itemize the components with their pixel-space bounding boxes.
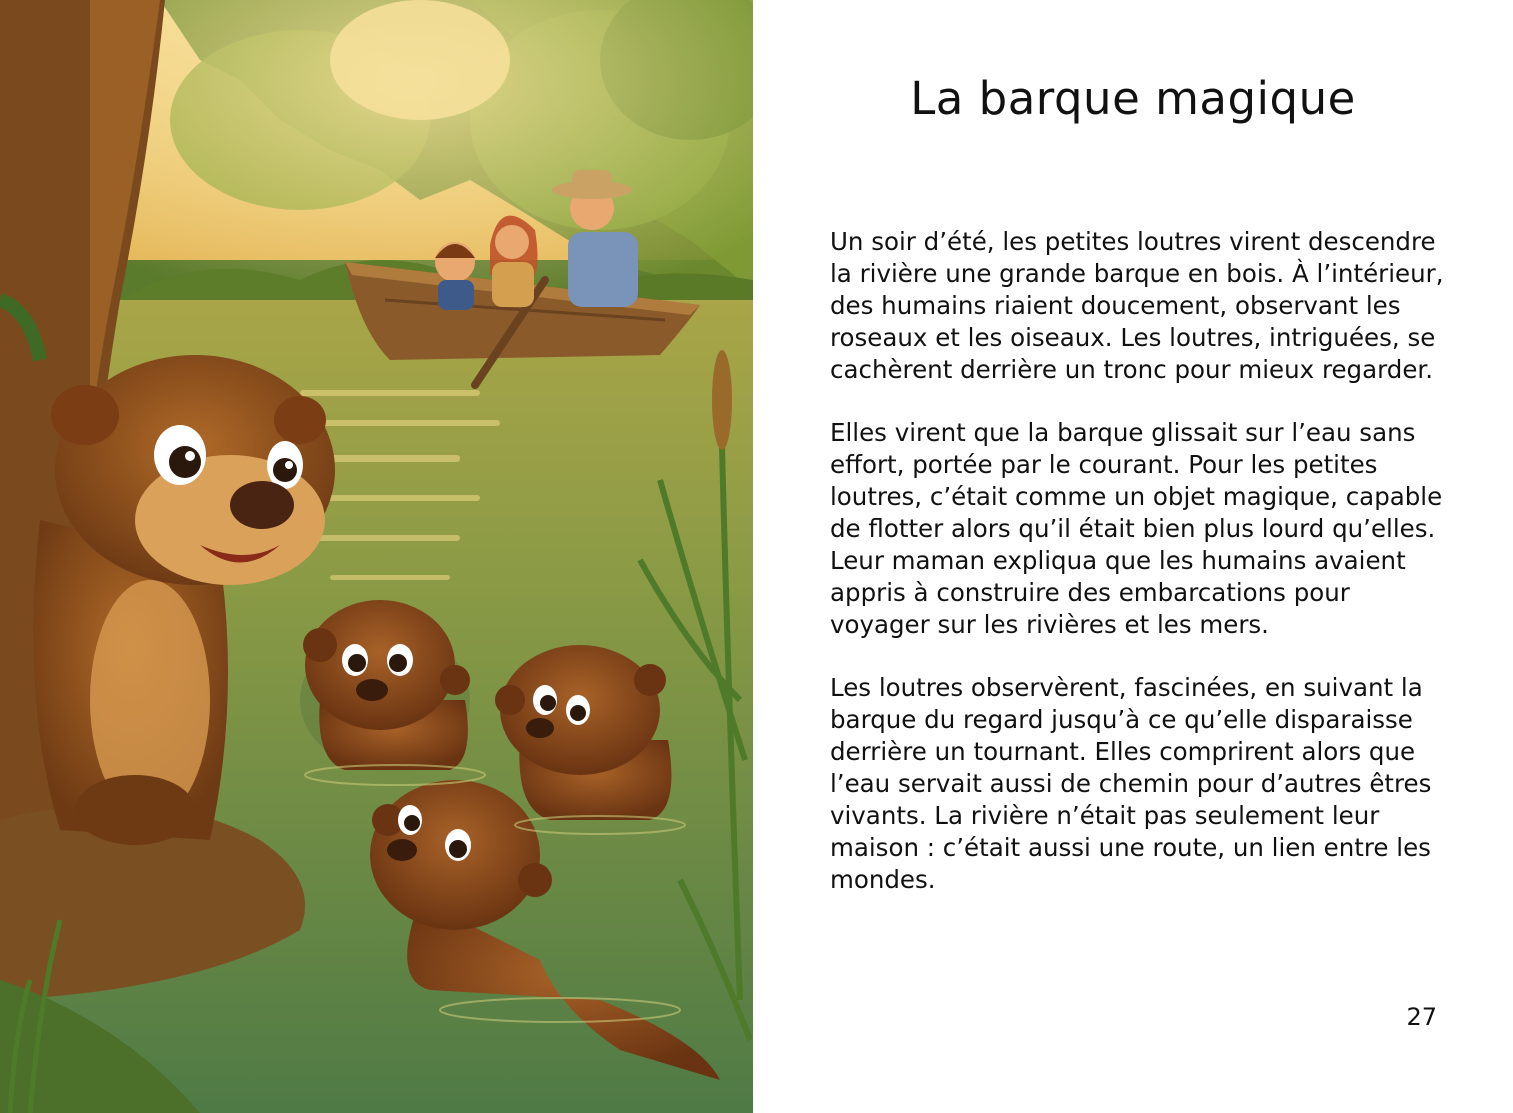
chapter-title: La barque magique — [910, 72, 1356, 125]
story-paragraph: Elles virent que la barque glissait sur l’eau sans effort, portée par le courant. Pour les petites loutres, c’était comme un objet magique, capable de flotter alors qu’il était bien plus lourd qu’elles. Leur maman expliqua que les humains avaient appris à construire des embarcations pour voyager sur les rivières et les mers. — [830, 418, 1443, 639]
text-page — [753, 0, 1513, 1113]
page-number: 27 — [1406, 1003, 1437, 1031]
story-text — [830, 226, 1450, 927]
otters-and-boat-painting — [0, 0, 753, 1113]
story-illustration — [0, 0, 753, 1113]
story-paragraph: Les loutres observèrent, fascinées, en suivant la barque du regard jusqu’à ce qu’elle disparaisse derrière un tournant. Elles comprirent alors que l’eau servait aussi de chemin pour d’autres êtres vivants. La rivière n’était pas seulement leur maison : c’était aussi une route, un lien entre les mondes. — [830, 673, 1432, 894]
story-paragraph: Un soir d’été, les petites loutres virent descendre la rivière une grande barque en bois. À l’intérieur, des humains riaient doucement, observant les roseaux et les oiseaux. Les loutres, intriguées, se cachèrent derrière un tronc pour mieux regarder. — [830, 227, 1444, 384]
